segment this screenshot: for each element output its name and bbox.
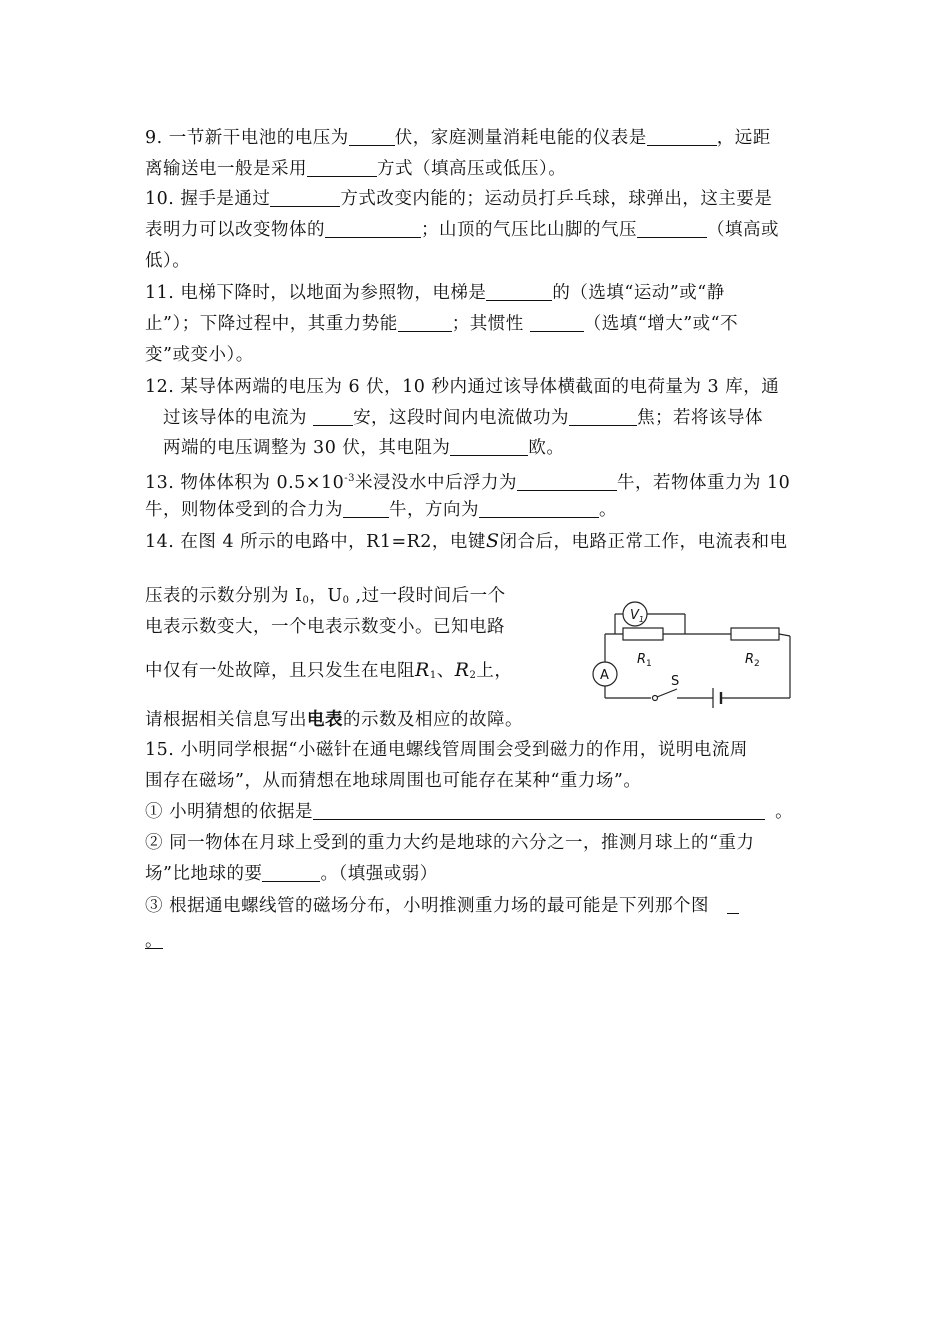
q14-line5: 请根据相关信息写出电表的示数及相应的故障。: [145, 710, 523, 730]
blank[interactable]: [569, 408, 637, 426]
blank[interactable]: [270, 189, 340, 207]
switch-label: S: [671, 674, 680, 689]
q13-line1: 13. 物体体积为 $0.5\times 10^{-3}$米浸没水中后浮力为 牛，若物体重力为 10: [145, 473, 791, 493]
ammeter-label: A: [600, 668, 609, 683]
switch-lever: [657, 689, 677, 697]
q15-line5: 场”比地球的要 。（填强或弱）: [145, 864, 438, 884]
resistor-r2: [731, 628, 779, 640]
blank[interactable]: [262, 864, 320, 882]
switch-contact: [653, 696, 658, 701]
r2-label: $R_2$: [745, 652, 760, 669]
q14-line4: 中仅有一处故障，且只发生在电阻$R_1$、$R_2$上，: [145, 659, 513, 681]
blank[interactable]: [313, 802, 765, 820]
blank[interactable]: [647, 128, 717, 146]
q15-line7: [145, 928, 163, 949]
q14-line3: 电表示数变大，一个电表示数变小。已知电路: [145, 617, 505, 637]
blank[interactable]: [517, 473, 617, 491]
wire: [779, 634, 790, 636]
blank[interactable]: [313, 408, 353, 426]
q12-line1: 12. 某导体两端的电压为 6 伏，10 秒内通过该导体横截面的电荷量为 3 库，通: [145, 377, 780, 397]
q12-line3: 两端的电压调整为 30 伏，其电阻为 欧。: [163, 438, 565, 458]
q15-line4: ② 同一物体在月球上受到的重力大约是地球的六分之一，推测月球上的“重力: [145, 833, 755, 853]
q12-line2: 过该导体的电流为 安，这段时间内电流做功为 焦；若将该导体: [163, 408, 764, 428]
blank[interactable]: [398, 314, 452, 332]
blank[interactable]: [637, 220, 707, 238]
voltmeter-label: $V_1$: [630, 608, 644, 624]
blank[interactable]: [307, 159, 377, 177]
blank[interactable]: 。: [145, 931, 163, 951]
q14-line1: 14. 在图 4 所示的电路中，R1=R2，电键S闭合后，电路正常工作，电流表和电: [145, 530, 788, 552]
q15-line3: ① 小明猜想的依据是 。: [145, 802, 794, 822]
q9-line1: 9. 一节新干电池的电压为 伏，家庭测量消耗电能的仪表是 ，远距: [145, 128, 771, 148]
q9-line2: 离输送电一般是采用 方式（填高压或低压）。: [145, 159, 567, 179]
q10-line3: 低）。: [145, 251, 191, 271]
q11-line3: 变”或变小）。: [145, 345, 254, 365]
circuit-diagram: [585, 600, 800, 720]
r1-label: $R_1$: [637, 652, 652, 669]
q11-line1: 11. 电梯下降时，以地面为参照物，电梯是 的（选填“运动”或“静: [145, 283, 725, 303]
blank[interactable]: [727, 896, 739, 914]
q10-line1: 10. 握手是通过 方式改变内能的；运动员打乒乓球，球弹出，这主要是: [145, 189, 773, 209]
q15-line1: 15. 小明同学根据“小磁针在通电螺线管周围会受到磁力的作用，说明电流周: [145, 740, 748, 760]
q14-line2: 压表的示数分别为 $I_0$，$U_0$ ,过一段时间后一个: [145, 586, 506, 606]
blank[interactable]: [486, 283, 552, 301]
q13-line2: 牛，则物体受到的合力为 牛，方向为 。: [145, 500, 617, 520]
q11-line2: 止”）；下降过程中，其重力势能 ；其惯性 （选填“增大”或“不: [145, 314, 739, 334]
q15-line2: 围存在磁场”，从而猜想在地球周围也可能存在某种“重力场”。: [145, 771, 642, 791]
q10-line2: 表明力可以改变物体的 ；山顶的气压比山脚的气压 （填高或: [145, 220, 779, 240]
resistor-r1: [623, 628, 663, 640]
blank[interactable]: [349, 128, 395, 146]
blank[interactable]: [479, 500, 599, 518]
blank[interactable]: [325, 220, 421, 238]
blank[interactable]: [530, 314, 584, 332]
blank[interactable]: [343, 500, 389, 518]
q15-line6: ③ 根据通电螺线管的磁场分布，小明推测重力场的最可能是下列那个图: [145, 896, 739, 916]
blank[interactable]: [450, 438, 528, 456]
